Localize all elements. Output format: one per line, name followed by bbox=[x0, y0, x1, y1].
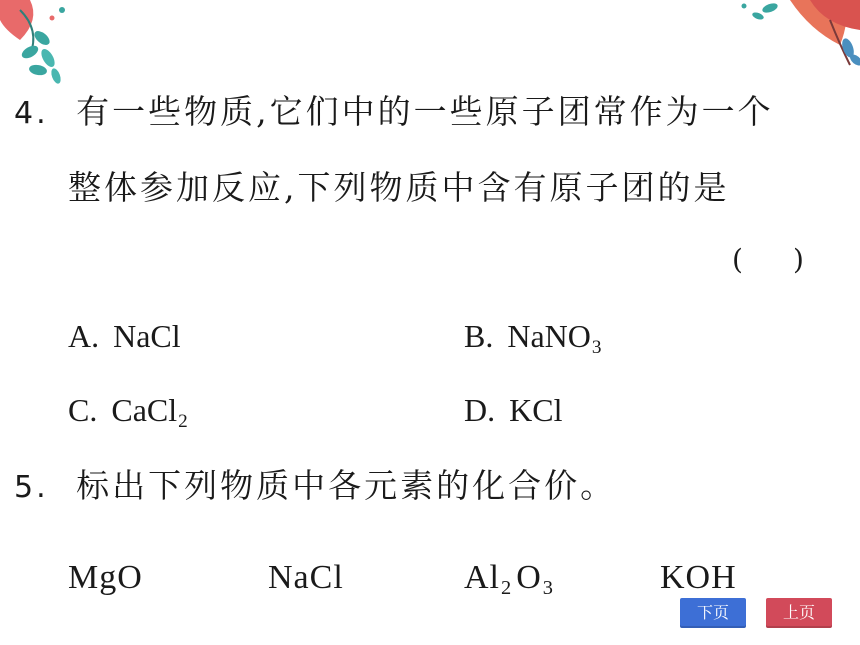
next-page-button[interactable]: 下页 bbox=[680, 598, 746, 628]
leaf-decoration-right bbox=[730, 0, 860, 70]
question-5-number: 5. bbox=[14, 470, 49, 505]
question-4-text-1: 有一些物质,它们中的一些原子团常作为一个 bbox=[76, 92, 774, 131]
previous-page-button[interactable]: 上页 bbox=[766, 598, 832, 628]
formula-al2o3: $Al_2$ $O_3$ bbox=[464, 559, 554, 599]
formula-nacl: NaCl bbox=[268, 559, 344, 596]
question-4-number: 4. bbox=[14, 96, 49, 131]
question-5-line bbox=[14, 466, 616, 508]
question-4-line-1 bbox=[14, 92, 774, 134]
question-4-line-2: 整体参加反应,下列物质中含有原子团的是 bbox=[68, 168, 730, 207]
formula-koh: KOH bbox=[660, 559, 737, 596]
option-a: A. NaCl bbox=[68, 318, 181, 354]
answer-bracket: ( ) bbox=[732, 243, 804, 276]
leaf-decoration-left bbox=[0, 0, 90, 90]
question-5-text: 标出下列物质中各元素的化合价。 bbox=[76, 466, 617, 505]
formula-mgo: MgO bbox=[68, 559, 143, 596]
option-d: D. KCl bbox=[464, 392, 563, 428]
option-c: C. CaCl$_2$ bbox=[68, 392, 188, 432]
option-b: B. NaNO$_3$ bbox=[464, 318, 602, 358]
